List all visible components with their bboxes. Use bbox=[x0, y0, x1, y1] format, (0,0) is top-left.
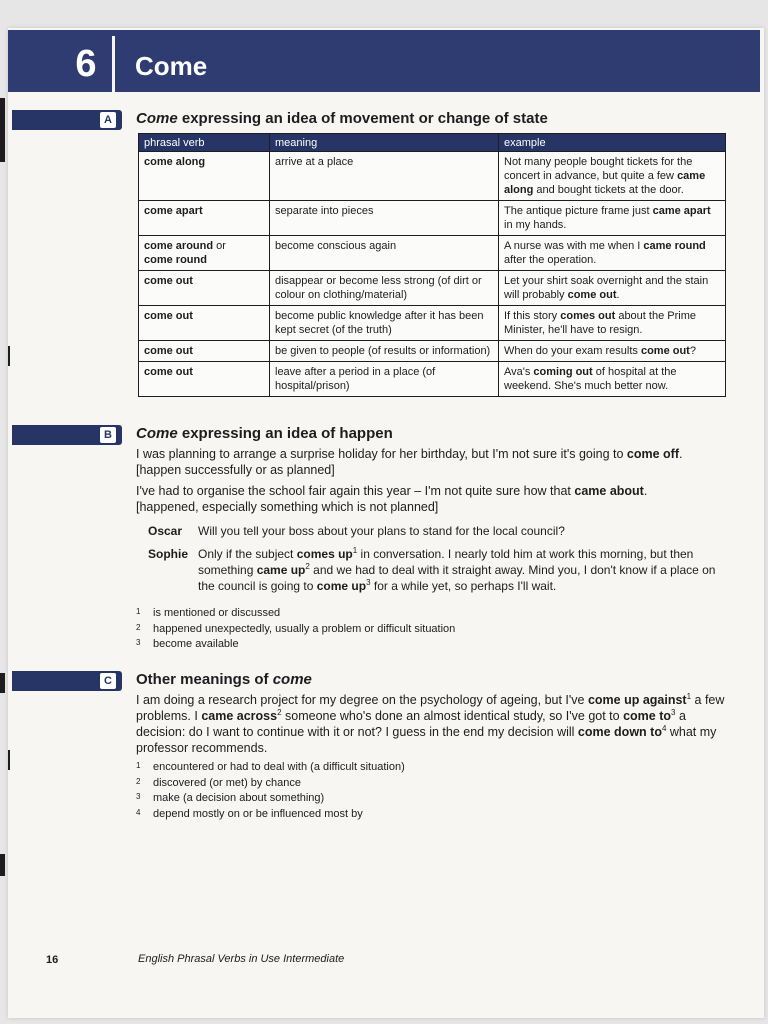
edge-mark bbox=[8, 750, 10, 770]
section-tab-c bbox=[12, 671, 122, 691]
footnotes bbox=[136, 606, 696, 653]
footnote: 4 depend mostly on or be influenced most by bbox=[136, 807, 363, 820]
phrasal-verb-cell: come out bbox=[139, 341, 270, 362]
footnote: 1 encountered or had to deal with (a difficult situation) bbox=[136, 761, 405, 773]
edge-mark bbox=[0, 673, 5, 693]
phrasal-verb-cell: come out bbox=[139, 306, 270, 341]
heading-text: Other meanings of bbox=[136, 671, 273, 688]
heading-italic: come bbox=[272, 671, 312, 688]
meaning-cell: become conscious again bbox=[270, 236, 499, 271]
edge-mark bbox=[0, 98, 5, 162]
edge-mark bbox=[8, 346, 10, 366]
table-row bbox=[139, 362, 726, 397]
dialogue bbox=[148, 523, 728, 595]
column-header: meaning bbox=[270, 134, 499, 152]
page-number: 16 bbox=[46, 954, 59, 966]
table-row bbox=[139, 341, 726, 362]
section-a-heading bbox=[136, 110, 548, 127]
meaning-cell: leave after a period in a place (of hospital/prison) bbox=[270, 362, 499, 397]
meaning-cell: disappear or become less strong (of dirt or colour on clothing/material) bbox=[270, 271, 499, 306]
meaning-cell: arrive at a place bbox=[270, 152, 499, 201]
phrasal-verb-cell: come apart bbox=[139, 201, 270, 236]
heading-text: expressing an idea of movement or change of state bbox=[177, 110, 548, 127]
paragraph: I was planning to arrange a surprise holiday for her birthday, but I'm not sure it's going to come off. [happen successfully or as planned] bbox=[136, 447, 683, 477]
section-c-heading bbox=[136, 671, 312, 688]
meaning-cell: separate into pieces bbox=[270, 201, 499, 236]
phrasal-verb-cell: come along bbox=[139, 152, 270, 201]
footnote: 2 discovered (or met) by chance bbox=[136, 776, 301, 789]
example-cell: Ava's coming out of hospital at the weekend. She's much better now. bbox=[499, 362, 726, 397]
section-letter: A bbox=[100, 112, 116, 128]
unit-header-bar bbox=[8, 30, 760, 92]
heading-italic: Come bbox=[136, 425, 178, 442]
column-header: phrasal verb bbox=[139, 134, 270, 152]
table-header-row bbox=[139, 134, 726, 152]
example-cell: The antique picture frame just came apart in my hands. bbox=[499, 201, 726, 236]
column-header: example bbox=[499, 134, 726, 152]
dialogue-line bbox=[148, 546, 728, 594]
example-cell: Let your shirt soak overnight and the stain will probably come out. bbox=[499, 271, 726, 306]
edge-mark bbox=[0, 854, 5, 876]
section-letter: C bbox=[100, 673, 116, 689]
heading-text: expressing an idea of happen bbox=[177, 425, 393, 442]
paragraph: I am doing a research project for my degree on the psychology of ageing, but I've come up against$^1$ a few problems. I came across$^2$ someone who's done an almost identical study, so I've got to come $to^3$ a decision: do I want to continue with it or not? I guess in the end my decision will come down $to^4$ what my professor recommends. bbox=[136, 691, 725, 755]
footnotes bbox=[136, 760, 696, 822]
section-letter: B bbox=[100, 427, 116, 443]
unit-title: Come bbox=[135, 51, 208, 81]
example-cell: A nurse was with me when I came round after the operation. bbox=[499, 236, 726, 271]
speaker-name: Oscar bbox=[148, 524, 183, 538]
unit-number: 6 bbox=[75, 43, 97, 85]
footnote: 2 happened unexpectedly, usually a problem or difficult situation bbox=[136, 622, 456, 635]
speech-text: Will you tell your boss about your plans to stand for the local council? bbox=[198, 524, 565, 538]
example-cell: Not many people bought tickets for the concert in advance, but quite a few came along and bought tickets at the door. bbox=[499, 152, 726, 201]
example-cell: If this story comes out about the Prime Minister, he'll have to resign. bbox=[499, 306, 726, 341]
table-row bbox=[139, 152, 726, 201]
table-row bbox=[139, 201, 726, 236]
dialogue-line bbox=[148, 523, 728, 539]
footnote: 3 become available bbox=[136, 638, 239, 650]
speech-text: Only if the subject comes $up^1$ in conversation. I nearly told him at work this morning, but then something came $up^2$ and we had to deal with it straight away. Mind you, I don't know if a place on the council is going to come $up^3$ for a while yet, so perhaps I'll wait. bbox=[198, 546, 716, 593]
meaning-cell: become public knowledge after it has been kept secret (of the truth) bbox=[270, 306, 499, 341]
phrasal-verb-cell: come out bbox=[139, 362, 270, 397]
phrasal-verb-cell: come around or come round bbox=[139, 236, 270, 271]
section-b-heading bbox=[136, 425, 393, 442]
table-row bbox=[139, 306, 726, 341]
speaker-name: Sophie bbox=[148, 547, 189, 561]
footnote: 3 make (a decision about something) bbox=[136, 792, 325, 804]
footnote: 1 is mentioned or discussed bbox=[136, 607, 281, 619]
meaning-cell: be given to people (of results or information) bbox=[270, 341, 499, 362]
header-divider bbox=[112, 36, 115, 92]
table-row bbox=[139, 236, 726, 271]
phrasal-verb-cell: come out bbox=[139, 271, 270, 306]
book-title: English Phrasal Verbs in Use Intermediate bbox=[138, 953, 345, 965]
section-tab-a bbox=[12, 110, 122, 130]
paragraph: I've had to organise the school fair again this year – I'm not quite sure how that came about. [happened, especially something which is not planned] bbox=[136, 484, 648, 514]
table-row bbox=[139, 271, 726, 306]
book-page bbox=[8, 28, 764, 1018]
example-cell: When do your exam results come out? bbox=[499, 341, 726, 362]
phrasal-verb-table bbox=[138, 133, 726, 397]
section-tab-b bbox=[12, 425, 122, 445]
heading-italic: Come bbox=[136, 110, 178, 127]
